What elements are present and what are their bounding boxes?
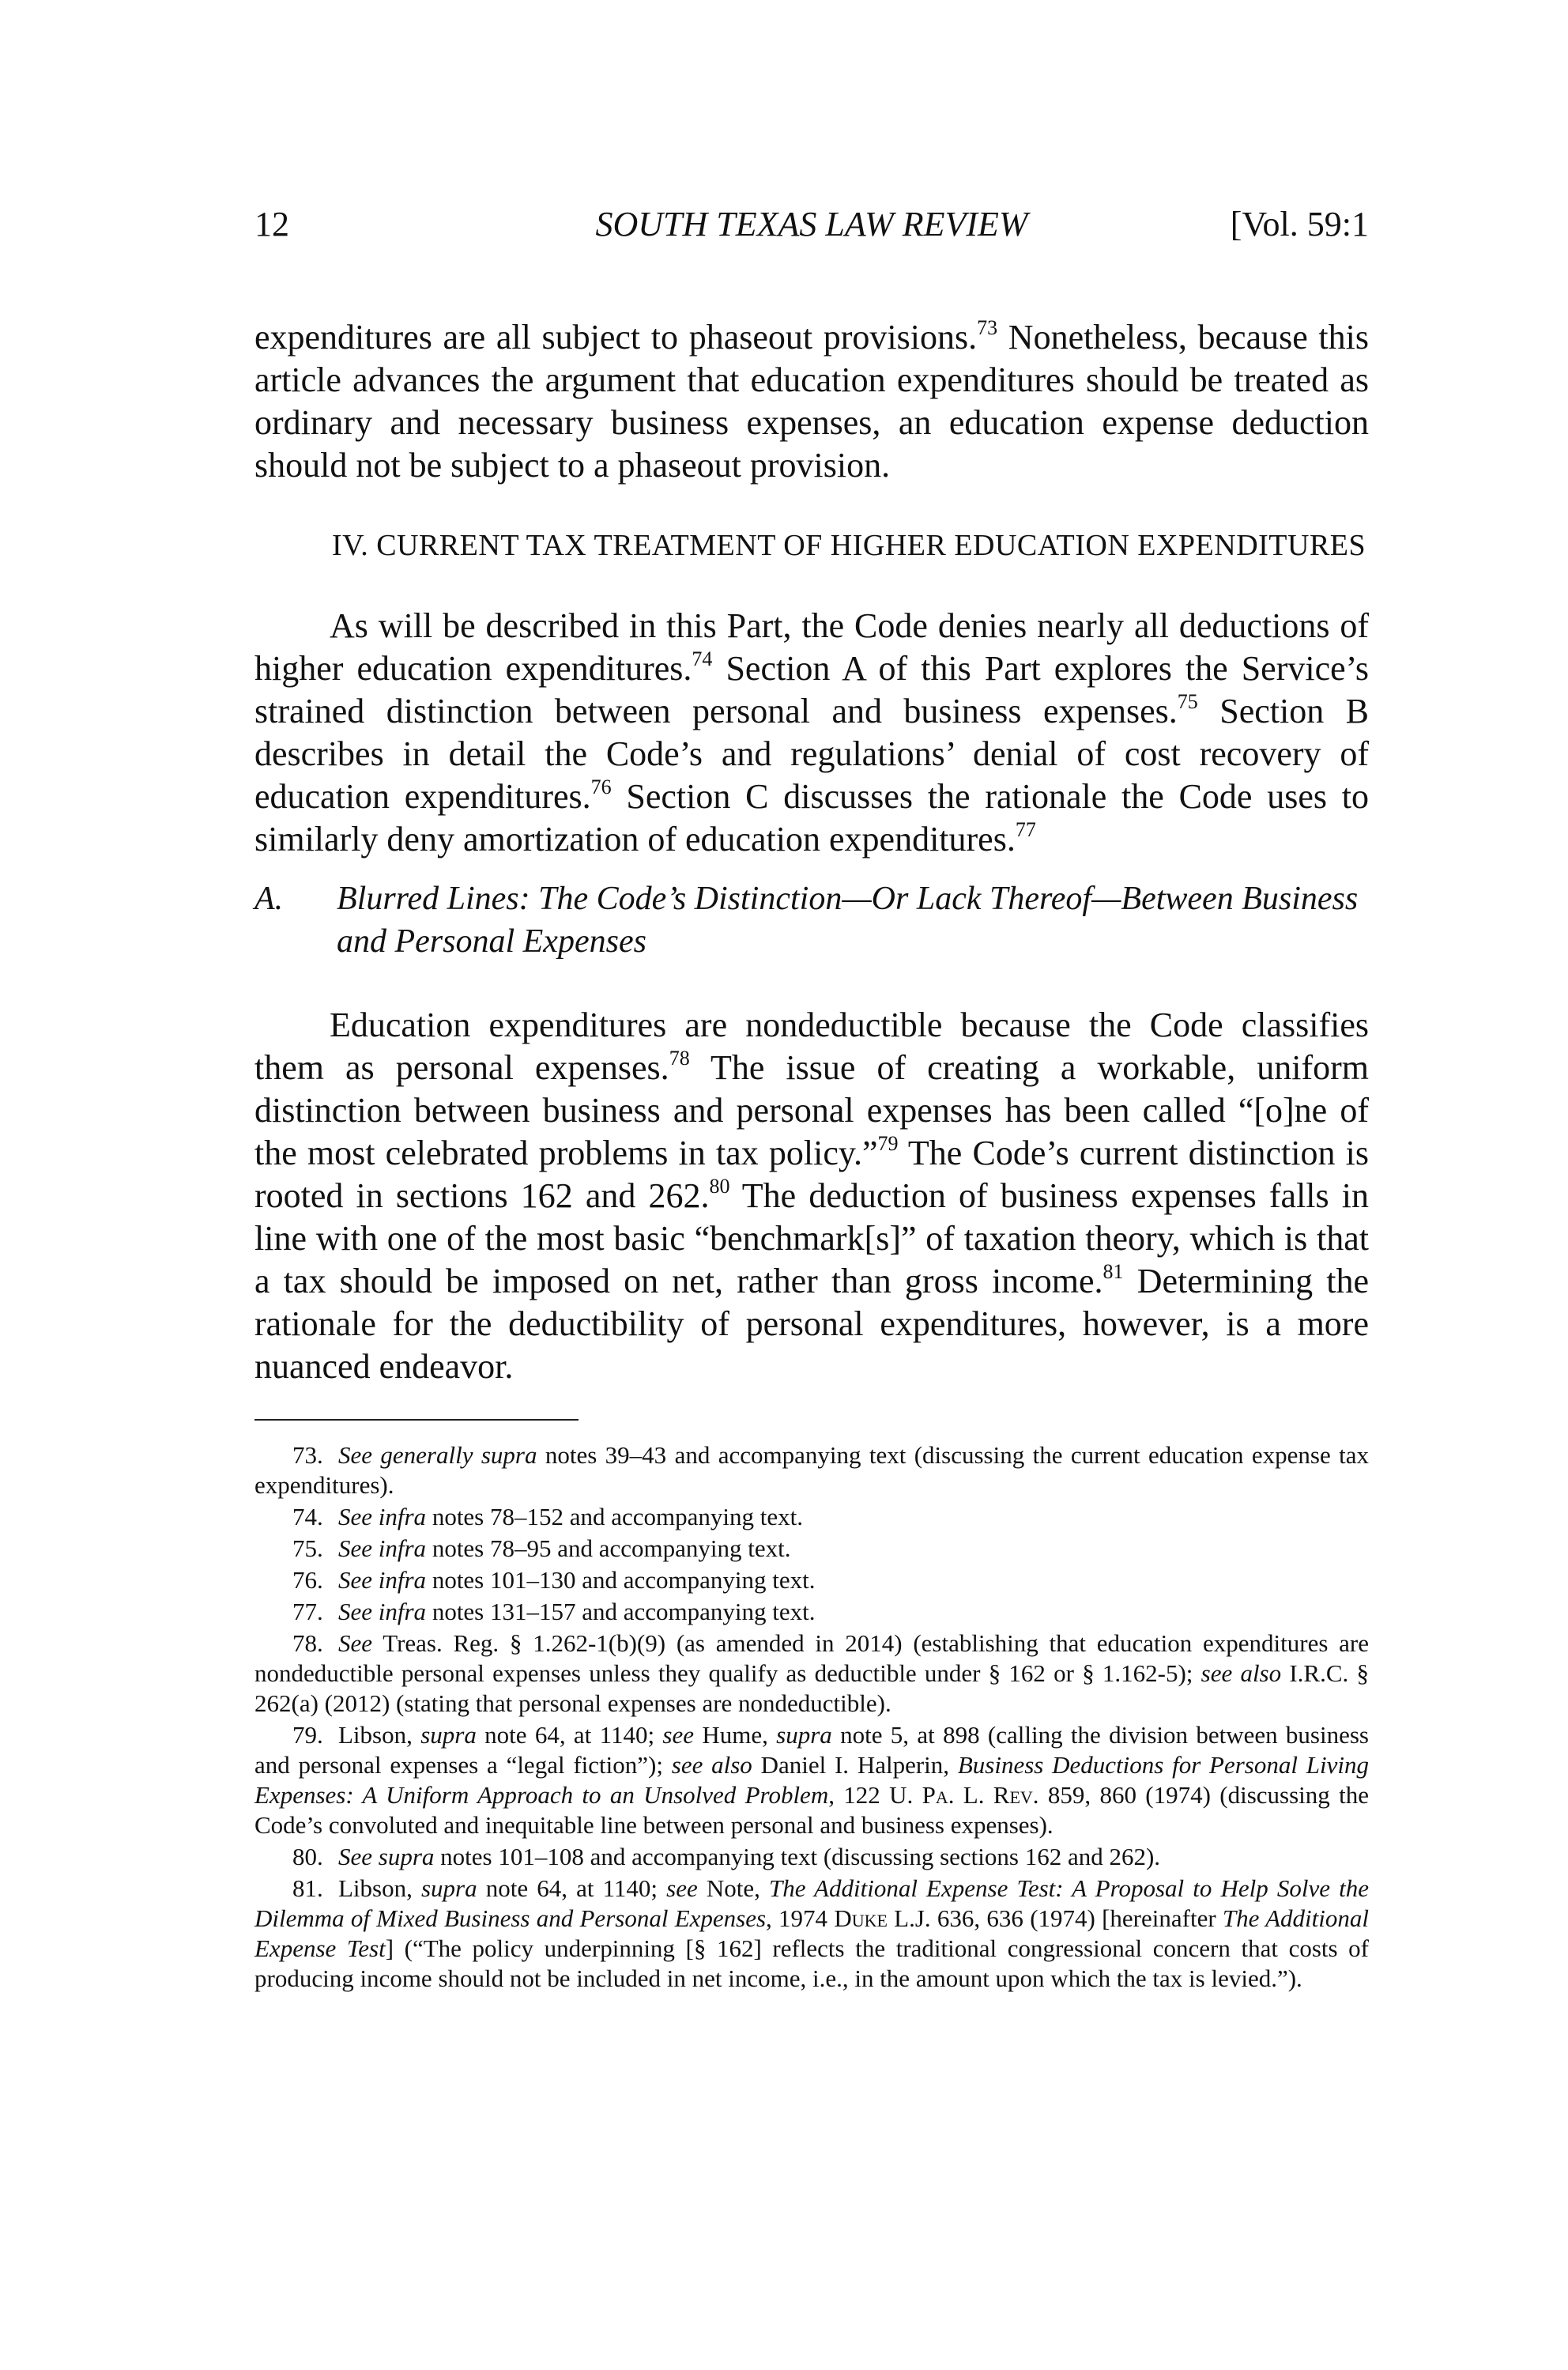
footnote-ref: 74 (692, 647, 713, 670)
footnote-ref: 80 (709, 1175, 730, 1198)
journal-title: SOUTH TEXAS LAW REVIEW (595, 205, 1028, 243)
footnote-74: 74. See infra notes 78–152 and accompanying text. (292, 1503, 804, 1530)
section-heading: IV. CURRENT TAX TREATMENT OF HIGHER EDUCATION EXPENDITURES (332, 529, 1366, 562)
paragraph-2: As will be described in this Part, the Code denies nearly all deductions of higher education expenditures.$^{74}$ Section A of this Part explores the Service’s strained distinction between personal and business expenses.$^{75}$ Section B describes in detail the Code’s and regulations’ denial of cost recovery of education expenditures.$^{76}$ Section C discusses the rationale the Code uses to similarly deny amortization of education expenditures.$^{77}$ (254, 606, 1369, 859)
footnote-divider (254, 1419, 579, 1421)
footnote-77: 77. See infra notes 131–157 and accompanying text. (292, 1598, 816, 1625)
footnote-ref: 76 (590, 776, 612, 798)
subsection-letter: A. (254, 881, 284, 917)
paragraph-3: Education expenditures are nondeductible because the Code classifies them as personal expenses.$^{78}$ The issue of creating a workable, uniform distinction between business and personal expenses has been called “[o]ne of the most celebrated problems in tax policy.”$^{79}$ The Code’s current distinction is rooted in sections 162 and 262.80 The deduction of business expenses falls in line with one of the most basic “benchmark[s]” of taxation theory, which is that a tax should be imposed on net, rather than gross income.$^{81}$ Determining the rationale for the deductibility of personal expenditures, however, is a more nuanced endeavor. (254, 1006, 1370, 1386)
footnote-80: 80. See supra notes 101–108 and accompanying text (discussing sections 162 and 262). (292, 1843, 1161, 1870)
footnote-78: 78. See Treas. Reg. § 1.262-1(b)(9) (as amended in 2014) (establishing that education expenditures are nondeductible personal expenses unless they qualify as deductible under § 162 or § 1.162-5); see also I.R.C. § 262(a) (2012) (stating that personal expenses are nondeductible). (254, 1629, 1369, 1717)
footnote-ref: 78 (669, 1047, 690, 1070)
footnote-79: 79. Libson, supra note 64, at 1140; see Hume, supra note 5, at 898 (calling the division between business and personal expenses a “legal fiction”); see also Daniel I. Halperin, Business Deductions for Personal Living Expenses: A Uniform Approach to an Unsolved Problem, 122 U. Pa. L. Rev. 859, 860 (1974) (discussing the Code’s convoluted and inequitable line between personal and business expenses). (254, 1721, 1369, 1839)
footnote-81: 81. Libson, supra note 64, at 1140; see Note, The Additional Expense Test: A Proposal to Help Solve the Dilemma of Mixed Business and Personal Expenses, 1974 Duke L.J. 636, 636 (1974) [hereinafter The Additional Expense Test] (“The policy underpinning [§ 162] reflects the traditional congressional concern that costs of producing income should not be included in net income, i.e., in the amount upon which the tax is levied.”). (254, 1874, 1370, 1992)
footnote-ref: 79 (877, 1132, 899, 1155)
footnote-ref: 73 (977, 316, 998, 339)
footnote-ref: 81 (1102, 1260, 1124, 1283)
subsection-title: Blurred Lines: The Code’s Distinction—Or Lack Thereof—Between Business and Personal Expenses (337, 881, 1359, 960)
footnote-73: 73. See generally supra notes 39–43 and accompanying text (discussing the current education expense tax expenditures). (254, 1441, 1369, 1499)
footnote-ref: 75 (1177, 690, 1198, 713)
volume-label: [Vol. 59:1 (1230, 205, 1369, 243)
footnote-ref: 77 (1015, 818, 1036, 841)
footnote-76: 76. See infra notes 101–130 and accompanying text. (292, 1566, 816, 1594)
running-header (254, 204, 1369, 251)
paragraph-1: expenditures are all subject to phaseout provisions.$^{73}$ Nonetheless, because this article advances the argument that education expenditures should be treated as ordinary and necessary business expenses, an education expense deduction should not be subject to a phaseout provision. (254, 316, 1369, 485)
footnotes (254, 1440, 1369, 1995)
footnote-75: 75. See infra notes 78–95 and accompanying text. (292, 1534, 791, 1562)
page-number: 12 (254, 205, 289, 243)
